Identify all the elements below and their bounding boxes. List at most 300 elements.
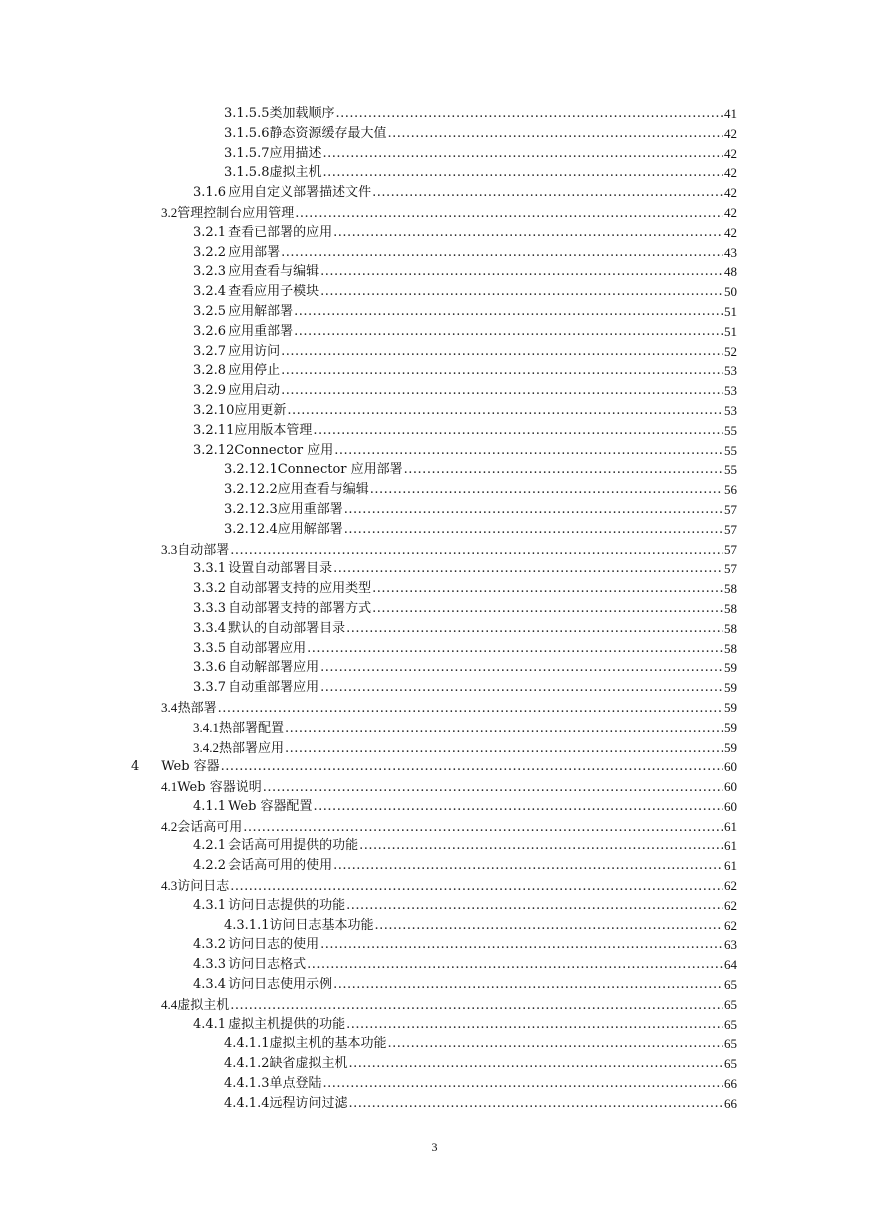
- toc-entry-number: 3.3: [161, 541, 178, 557]
- toc-entry-lead: [224, 480, 737, 500]
- toc-entry-number: 3.1.5.8: [224, 165, 270, 181]
- toc-entry-title: 默认的自动部署目录: [228, 620, 346, 636]
- toc-entry[interactable]: [0, 955, 869, 975]
- toc-entry-number: 3.2.12.4: [224, 521, 278, 537]
- toc-entry-lead: [193, 935, 737, 955]
- toc-entry-lead: [193, 322, 737, 342]
- toc-entry-title: 虚拟主机: [269, 165, 322, 181]
- toc-entry-lead: [224, 163, 737, 183]
- toc-leader-dots: [314, 797, 736, 817]
- toc-leader-dots: [294, 302, 736, 322]
- toc-entry-page: 64: [723, 955, 737, 975]
- toc-leader-dots: [295, 204, 736, 224]
- toc-entry-lead: [193, 282, 737, 302]
- toc-entry-number: 4: [131, 759, 140, 775]
- toc-entry-lead: [193, 243, 737, 263]
- toc-entry-number: 3.1.6: [193, 185, 227, 201]
- toc-entry-title: 应用描述: [269, 145, 322, 161]
- toc-entry-page: 50: [723, 282, 737, 302]
- toc-entry-lead: [224, 916, 737, 936]
- toc-entry-title: Web 容器说明: [177, 780, 262, 796]
- toc-entry-title: 应用访问: [228, 343, 281, 359]
- toc-entry-page: 66: [723, 1074, 737, 1094]
- toc-entry-page: 58: [723, 579, 737, 599]
- toc-entry-lead: [193, 401, 737, 421]
- toc-leader-dots: [344, 500, 736, 520]
- toc-entry-title: 自动部署应用: [228, 640, 307, 656]
- toc-entry-page: 55: [723, 441, 737, 461]
- toc-entry-page: 57: [723, 540, 737, 560]
- toc-entry-title: 自动部署支持的应用类型: [228, 581, 372, 597]
- toc-entry-number: 3.3.6: [193, 660, 227, 676]
- toc-entry-page: 65: [723, 1034, 737, 1054]
- toc-entry-title: 访问日志提供的功能: [228, 897, 346, 913]
- toc-entry-page: 58: [723, 639, 737, 659]
- toc-leader-dots: [307, 955, 736, 975]
- toc-leader-dots: [285, 719, 736, 739]
- toc-entry-title: 访问日志使用示例: [228, 977, 333, 993]
- toc-entry-title: 应用版本管理: [234, 422, 313, 438]
- toc-entry-lead: [224, 520, 737, 540]
- toc-entry-number: 3.3.1: [193, 561, 227, 577]
- toc-entry-number: 3.2.5: [193, 303, 227, 319]
- toc-entry-number: 3.3.3: [193, 600, 227, 616]
- toc-entry-title: 应用解部署: [277, 521, 343, 537]
- toc-entry-lead: [193, 361, 737, 381]
- toc-entry[interactable]: [0, 836, 869, 856]
- toc-leader-dots: [372, 599, 736, 619]
- toc-entry-number: 3.1.5.5: [224, 106, 270, 121]
- toc-entry-page: 62: [723, 896, 737, 916]
- toc-leader-dots: [323, 1074, 737, 1094]
- toc-entry-number: 4.4.1: [193, 1016, 227, 1032]
- toc-entry-number: 4.4.1.4: [224, 1095, 270, 1111]
- toc-entry-number: 3.2.2: [193, 244, 227, 260]
- toc-leader-dots: [281, 243, 736, 263]
- table-of-contents: [0, 104, 869, 1114]
- toc-entry-lead: [193, 183, 737, 203]
- toc-entry-title: 查看应用子模块: [228, 284, 320, 300]
- toc-entry[interactable]: [0, 401, 869, 421]
- toc-leader-dots: [388, 1034, 737, 1054]
- toc-entry-lead: [161, 876, 737, 897]
- toc-entry-title: 会话高可用: [177, 819, 243, 835]
- toc-leader-dots: [346, 619, 736, 639]
- toc-leader-dots: [221, 757, 736, 777]
- toc-entry-lead: [193, 658, 737, 678]
- toc-entry-number: 3.2.3: [193, 264, 227, 280]
- toc-entry-page: 43: [723, 243, 737, 263]
- toc-entry-page: 42: [723, 203, 737, 223]
- toc-entry[interactable]: [0, 1094, 869, 1114]
- toc-entry-number: 4.3.2: [193, 937, 227, 953]
- toc-entry-page: 59: [723, 678, 737, 698]
- toc-entry-page: 53: [723, 381, 737, 401]
- toc-entry-title: Connector 应用部署: [277, 462, 403, 478]
- toc-entry-number: 3.3.4: [193, 620, 227, 636]
- toc-entry-title: 访问日志: [177, 879, 230, 895]
- toc-entry-number: 3.4.1: [193, 719, 219, 735]
- toc-entry-page: 61: [723, 836, 737, 856]
- toc-entry-page: 41: [723, 104, 737, 124]
- toc-entry-number: 4.4.1.2: [224, 1056, 270, 1072]
- toc-entry-lead: [193, 975, 737, 995]
- toc-entry[interactable]: [0, 698, 869, 718]
- toc-leader-dots: [333, 975, 736, 995]
- toc-entry-title: 热部署配置: [219, 720, 285, 736]
- toc-entry-lead: [193, 797, 737, 817]
- toc-entry-title: 应用查看与编辑: [228, 264, 320, 280]
- toc-entry-lead: [193, 579, 737, 599]
- toc-entry-number: 4.2.2: [193, 858, 227, 874]
- toc-entry-title: 自动部署: [177, 542, 230, 558]
- toc-entry-page: 60: [723, 797, 737, 817]
- toc-entry-lead: [193, 639, 737, 659]
- toc-entry-lead: [193, 559, 737, 579]
- toc-entry[interactable]: [0, 302, 869, 322]
- toc-entry-page: 59: [723, 658, 737, 678]
- toc-entry-lead: [161, 698, 737, 719]
- toc-entry-page: 65: [723, 1015, 737, 1035]
- toc-entry-page: 59: [723, 738, 737, 758]
- toc-leader-dots: [334, 441, 736, 461]
- toc-entry-title: 静态资源缓存最大值: [269, 125, 387, 141]
- toc-entry[interactable]: [0, 183, 869, 203]
- toc-entry-page: 65: [723, 975, 737, 995]
- toc-entry[interactable]: [0, 144, 869, 164]
- toc-entry-page: 61: [723, 856, 737, 876]
- toc-entry-number: 3.2.4: [193, 284, 227, 300]
- toc-entry-title: Web 容器: [161, 759, 220, 775]
- toc-entry[interactable]: [0, 797, 869, 817]
- toc-entry-number: 3.2.12.2: [224, 482, 278, 498]
- toc-entry[interactable]: [0, 896, 869, 916]
- toc-leader-dots: [263, 778, 736, 798]
- toc-leader-dots: [287, 401, 736, 421]
- toc-entry-page: 53: [723, 401, 737, 421]
- toc-leader-dots: [333, 856, 736, 876]
- toc-entry-number: 4.4: [161, 996, 178, 1012]
- toc-entry[interactable]: [0, 322, 869, 342]
- toc-entry[interactable]: [0, 282, 869, 302]
- toc-entry-page: 60: [723, 777, 737, 797]
- toc-leader-dots: [320, 935, 736, 955]
- toc-entry-lead: [193, 836, 737, 856]
- toc-leader-dots: [218, 699, 736, 719]
- toc-entry-number: 3.2: [161, 204, 178, 220]
- toc-entry[interactable]: [0, 995, 869, 1015]
- toc-entry-page: 56: [723, 480, 737, 500]
- toc-entry-lead: [193, 302, 737, 322]
- toc-entry[interactable]: [0, 500, 869, 520]
- toc-entry-title: 自动重部署应用: [228, 680, 320, 696]
- toc-entry[interactable]: [0, 639, 869, 659]
- toc-entry-page: 52: [723, 342, 737, 362]
- toc-entry[interactable]: [0, 777, 869, 797]
- toc-entry-lead: [161, 817, 737, 838]
- toc-entry[interactable]: [0, 441, 869, 461]
- toc-entry-page: 51: [723, 302, 737, 322]
- toc-entry[interactable]: [0, 540, 869, 560]
- toc-entry-number: 3.2.12.3: [224, 501, 278, 517]
- toc-leader-dots: [333, 223, 736, 243]
- toc-entry[interactable]: [0, 738, 869, 758]
- toc-leader-dots: [375, 916, 737, 936]
- toc-entry[interactable]: [0, 243, 869, 263]
- toc-entry-title: 应用解部署: [228, 303, 294, 319]
- toc-leader-dots: [320, 678, 736, 698]
- toc-leader-dots: [243, 818, 736, 838]
- toc-entry-lead: [193, 678, 737, 698]
- toc-entry-lead: [193, 738, 737, 759]
- toc-entry[interactable]: [0, 599, 869, 619]
- toc-entry-page: 59: [723, 698, 737, 718]
- toc-entry-page: 65: [723, 995, 737, 1015]
- toc-entry-page: 57: [723, 520, 737, 540]
- toc-leader-dots: [359, 836, 736, 856]
- toc-leader-dots: [336, 104, 737, 124]
- toc-entry[interactable]: [0, 1015, 869, 1035]
- toc-entry-lead: [224, 460, 737, 480]
- toc-entry-number: 3.4.2: [193, 739, 219, 755]
- toc-entry-page: 59: [723, 718, 737, 738]
- toc-entry[interactable]: [0, 262, 869, 282]
- toc-entry-page: 42: [723, 144, 737, 164]
- toc-entry-title: 访问日志格式: [228, 957, 307, 973]
- toc-entry-page: 58: [723, 619, 737, 639]
- toc-entry-number: 3.2.11: [193, 422, 235, 438]
- toc-leader-dots: [372, 183, 736, 203]
- toc-entry-title: 查看已部署的应用: [228, 224, 333, 240]
- toc-entry[interactable]: [0, 619, 869, 639]
- toc-entry-number: 4.1: [161, 779, 178, 795]
- toc-entry[interactable]: [0, 817, 869, 837]
- toc-entry-number: 4.3.3: [193, 957, 227, 973]
- toc-entry-lead: [224, 144, 737, 164]
- toc-entry[interactable]: [0, 104, 869, 124]
- toc-entry-title: 类加载顺序: [269, 106, 335, 121]
- toc-entry-title: 应用重部署: [228, 323, 294, 339]
- toc-leader-dots: [281, 342, 736, 362]
- toc-entry-number: 4.2.1: [193, 838, 227, 854]
- toc-entry-number: 3.1.5.7: [224, 145, 270, 161]
- toc-entry-lead: [224, 124, 737, 144]
- toc-entry[interactable]: [0, 1034, 869, 1054]
- toc-entry-lead: [224, 1034, 737, 1054]
- toc-entry-page: 51: [723, 322, 737, 342]
- toc-entry-title: 虚拟主机的基本功能: [269, 1036, 387, 1052]
- toc-entry-page: 57: [723, 500, 737, 520]
- toc-entry[interactable]: [0, 876, 869, 896]
- toc-entry-page: 53: [723, 361, 737, 381]
- toc-entry-page: 42: [723, 183, 737, 203]
- toc-entry-number: 3.2.1: [193, 224, 227, 240]
- toc-entry-lead: [193, 896, 737, 916]
- toc-leader-dots: [404, 460, 736, 480]
- toc-entry-title: 应用重部署: [277, 501, 343, 517]
- toc-entry-lead: [224, 500, 737, 520]
- toc-entry-title: 自动部署支持的部署方式: [228, 600, 372, 616]
- toc-entry-title: 管理控制台应用管理: [177, 205, 295, 221]
- toc-entry-lead: [193, 421, 737, 441]
- toc-entry-title: Web 容器配置: [228, 798, 313, 814]
- toc-leader-dots: [388, 124, 737, 144]
- toc-entry-number: 4.3.4: [193, 977, 227, 993]
- toc-entry-title: 设置自动部署目录: [228, 561, 333, 577]
- toc-entry-number: 4.4.1.3: [224, 1076, 270, 1092]
- toc-leader-dots: [344, 520, 736, 540]
- toc-entry[interactable]: [0, 1054, 869, 1074]
- toc-entry[interactable]: [0, 757, 869, 777]
- toc-entry[interactable]: [0, 856, 869, 876]
- toc-entry-number: 3.2.8: [193, 363, 227, 379]
- toc-entry[interactable]: [0, 718, 869, 738]
- toc-entry[interactable]: [0, 203, 869, 223]
- toc-entry-title: 远程访问过滤: [269, 1095, 348, 1111]
- toc-entry-lead: [224, 1054, 737, 1074]
- toc-leader-dots: [294, 322, 736, 342]
- toc-entry-number: 4.2: [161, 818, 178, 834]
- toc-entry-page: 55: [723, 421, 737, 441]
- toc-entry-title: 应用启动: [228, 383, 281, 399]
- toc-entry-page: 62: [723, 916, 737, 936]
- toc-entry-number: 3.2.9: [193, 383, 227, 399]
- toc-leader-dots: [320, 658, 736, 678]
- toc-leader-dots: [323, 163, 737, 183]
- toc-entry-number: 4.3.1: [193, 897, 227, 913]
- toc-leader-dots: [372, 579, 736, 599]
- toc-entry[interactable]: [0, 342, 869, 362]
- toc-entry-number: 3.2.12: [193, 442, 235, 458]
- toc-leader-dots: [285, 739, 736, 759]
- toc-entry-lead: [161, 995, 737, 1016]
- toc-entry[interactable]: [0, 658, 869, 678]
- toc-entry-number: 4.3.1.1: [224, 917, 270, 933]
- toc-entry-title: Connector 应用: [234, 442, 334, 458]
- toc-entry-lead: [193, 262, 737, 282]
- toc-entry[interactable]: [0, 579, 869, 599]
- toc-entry-number: 3.3.7: [193, 680, 227, 696]
- toc-leader-dots: [349, 1094, 737, 1114]
- toc-entry-lead: [224, 1074, 737, 1094]
- toc-leader-dots: [230, 541, 736, 561]
- toc-leader-dots: [281, 381, 736, 401]
- toc-entry-number: 4.3: [161, 878, 178, 894]
- toc-entry-number: 3.3.5: [193, 640, 227, 656]
- toc-entry-page: 62: [723, 876, 737, 896]
- toc-entry-title: 缺省虚拟主机: [269, 1056, 348, 1072]
- toc-entry-number: 4.1.1: [193, 798, 227, 814]
- toc-entry-lead: [161, 540, 737, 561]
- toc-entry-page: 66: [723, 1094, 737, 1114]
- toc-entry-lead: [224, 1094, 737, 1114]
- toc-entry-number: 3.3.2: [193, 581, 227, 597]
- toc-entry-title: 虚拟主机: [177, 997, 230, 1013]
- toc-leader-dots: [313, 421, 736, 441]
- toc-leader-dots: [349, 1054, 737, 1074]
- toc-entry-lead: [193, 619, 737, 639]
- toc-entry-page: 48: [723, 262, 737, 282]
- toc-entry[interactable]: [0, 460, 869, 480]
- toc-entry-title: 应用部署: [228, 244, 281, 260]
- toc-entry-page: 57: [723, 559, 737, 579]
- toc-entry-title: 应用更新: [234, 402, 287, 418]
- toc-entry-number: 3.2.10: [193, 402, 235, 418]
- toc-entry[interactable]: [0, 421, 869, 441]
- toc-entry-title: 热部署应用: [219, 740, 285, 756]
- toc-entry-number: 3.2.7: [193, 343, 227, 359]
- toc-entry-title: 应用查看与编辑: [277, 482, 369, 498]
- toc-entry-lead: [161, 203, 737, 224]
- toc-entry[interactable]: [0, 223, 869, 243]
- toc-leader-dots: [230, 877, 736, 897]
- toc-entry-page: 42: [723, 124, 737, 144]
- toc-entry-lead: [193, 599, 737, 619]
- toc-entry[interactable]: [0, 678, 869, 698]
- toc-entry-number: 3.1.5.6: [224, 125, 270, 141]
- toc-entry-number: 3.2.6: [193, 323, 227, 339]
- toc-entry-page: 55: [723, 460, 737, 480]
- toc-entry-page: 42: [723, 163, 737, 183]
- toc-entry-lead: [193, 342, 737, 362]
- toc-entry[interactable]: [0, 381, 869, 401]
- toc-leader-dots: [346, 896, 736, 916]
- toc-entry[interactable]: [0, 975, 869, 995]
- toc-entry-page: 61: [723, 817, 737, 837]
- toc-entry[interactable]: [0, 916, 869, 936]
- toc-entry-page: 58: [723, 599, 737, 619]
- toc-entry-lead: [193, 955, 737, 975]
- toc-entry-title: 会话高可用提供的功能: [228, 838, 359, 854]
- toc-entry[interactable]: [0, 1074, 869, 1094]
- toc-leader-dots: [320, 282, 736, 302]
- toc-entry-page: 60: [723, 757, 737, 777]
- toc-entry-page: 65: [723, 1054, 737, 1074]
- toc-entry-lead: [193, 381, 737, 401]
- toc-entry[interactable]: [0, 559, 869, 579]
- toc-leader-dots: [333, 559, 736, 579]
- toc-entry[interactable]: [0, 163, 869, 183]
- toc-entry-title: 虚拟主机提供的功能: [228, 1016, 346, 1032]
- toc-leader-dots: [307, 639, 736, 659]
- toc-leader-dots: [323, 144, 737, 164]
- toc-entry-title: 访问日志的使用: [228, 937, 320, 953]
- toc-leader-dots: [346, 1015, 736, 1035]
- toc-entry[interactable]: [0, 935, 869, 955]
- toc-entry-lead: [193, 856, 737, 876]
- toc-entry-title: 单点登陆: [269, 1076, 322, 1092]
- toc-entry-lead: [193, 718, 737, 739]
- toc-entry-lead: [193, 223, 737, 243]
- toc-entry-lead: [131, 757, 737, 777]
- toc-entry[interactable]: [0, 480, 869, 500]
- toc-entry-lead: [224, 104, 737, 124]
- toc-entry-page: 42: [723, 223, 737, 243]
- page-number: 3: [431, 1140, 438, 1154]
- toc-entry-lead: [193, 1015, 737, 1035]
- toc-entry[interactable]: [0, 520, 869, 540]
- toc-entry-title: 会话高可用的使用: [228, 858, 333, 874]
- toc-entry-title: 应用停止: [228, 363, 281, 379]
- toc-entry-lead: [161, 777, 737, 798]
- toc-entry-title: 访问日志基本功能: [269, 917, 374, 933]
- toc-entry-number: 3.2.12.1: [224, 462, 278, 478]
- toc-entry[interactable]: [0, 361, 869, 381]
- toc-leader-dots: [281, 361, 736, 381]
- toc-entry-page: 63: [723, 935, 737, 955]
- toc-leader-dots: [320, 262, 736, 282]
- toc-entry[interactable]: [0, 124, 869, 144]
